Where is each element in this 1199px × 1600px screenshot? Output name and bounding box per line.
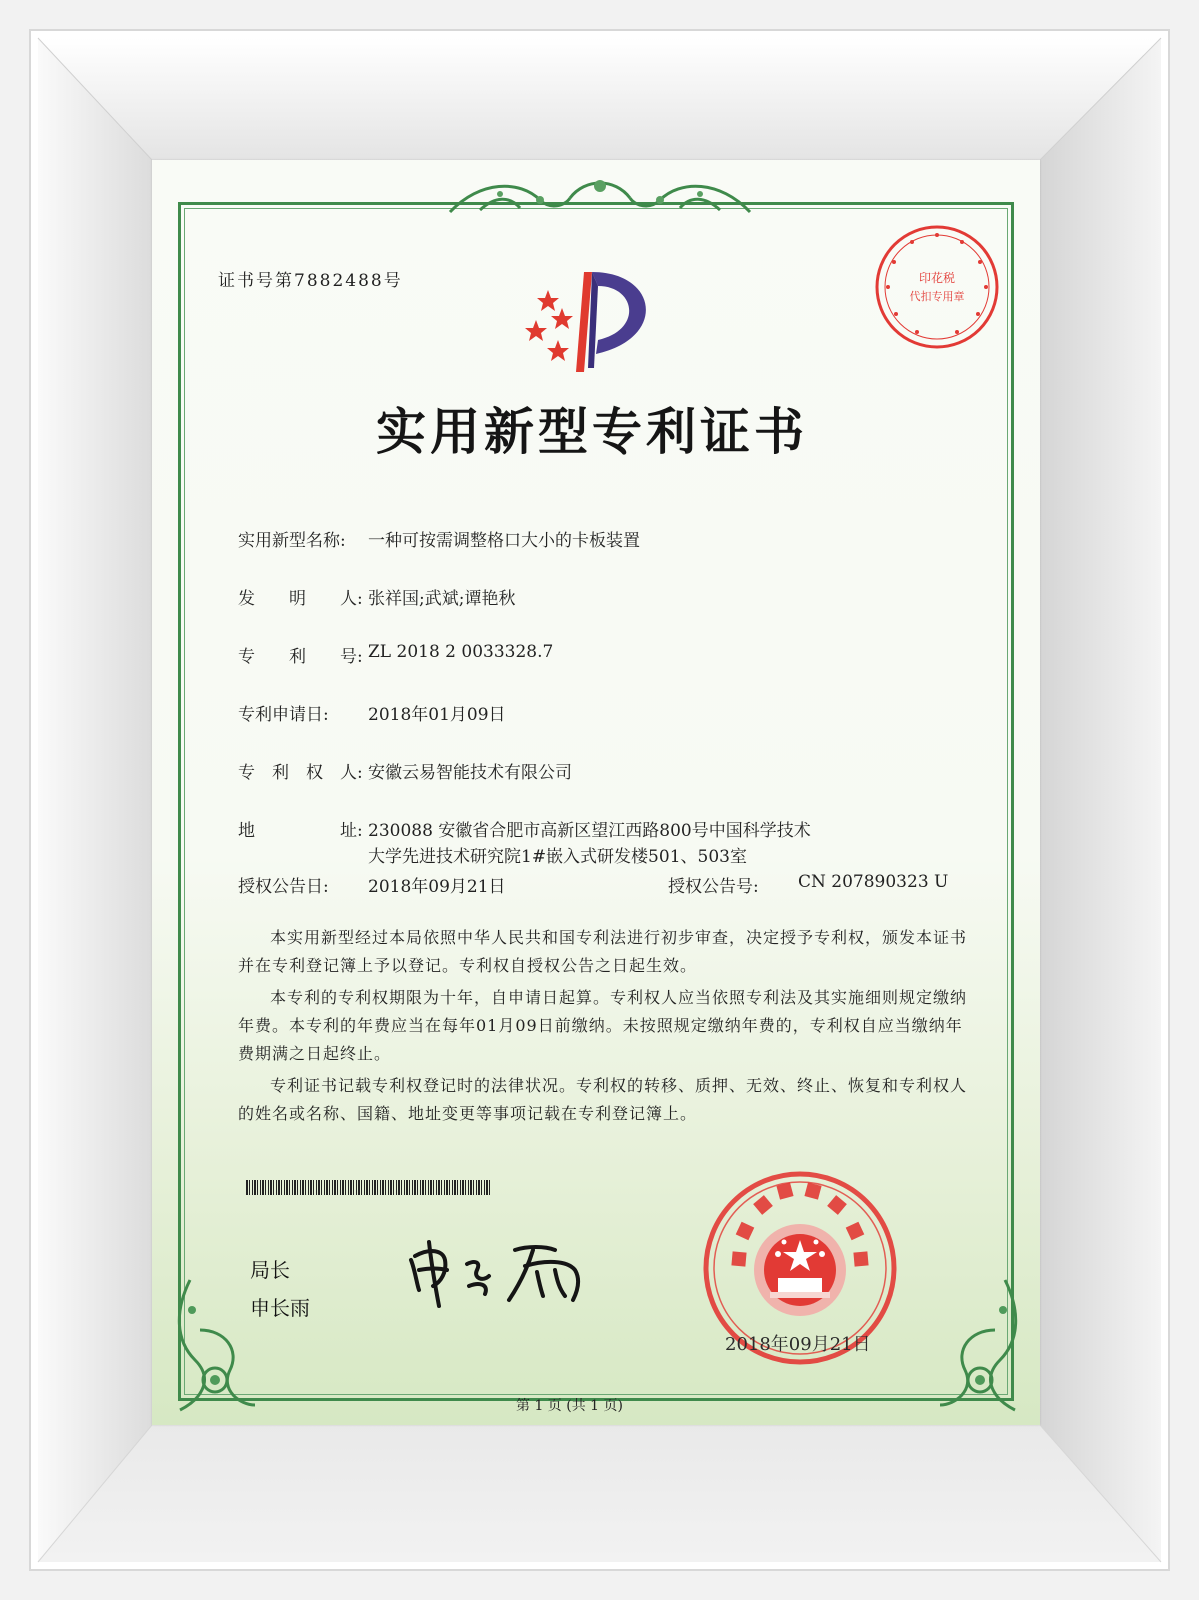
field-value-application-date: 2018年01月09日 — [368, 705, 506, 725]
corner-ornament-left-icon — [170, 1270, 260, 1420]
paragraph-legal-status: 专利证书记载专利权登记时的法律状况。专利权的转移、质押、无效、终止、恢复和专利权人的姓名或名称、国籍、地址变更等事项记载在专利登记簿上。 — [238, 1076, 968, 1123]
national-emblem-icon — [754, 1224, 846, 1316]
field-value-name: 一种可按需调整格口大小的卡板装置 — [368, 531, 640, 551]
field-label-application-date: 专利申请日: — [238, 705, 329, 725]
signature — [405, 1230, 615, 1310]
paragraph-term: 本专利的专利权期限为十年，自申请日起算。专利权人应当依照专利法及其实施细则规定缴纳年费。本专利的年费应当在每年01月09日前缴纳。未按照规定缴纳年费的，专利权自应当缴纳年费期满之日起终止。 — [238, 988, 968, 1063]
certificate-number: 证书号第7882488号 — [218, 271, 403, 291]
page-footer: 第 1 页 (共 1 页) — [516, 1398, 623, 1414]
tax-stamp-line2: 代扣专用章 — [909, 290, 965, 303]
dragon-ornament-icon — [440, 170, 760, 230]
patent-logo-icon — [518, 268, 668, 378]
field-value-patent-no: ZL 2018 2 0033328.7 — [368, 642, 554, 662]
grant-date-value: 2018年09月21日 — [368, 877, 506, 897]
director-name: 申长雨 — [250, 1296, 310, 1320]
field-value-address-line2: 大学先进技术研究院1#嵌入式研发楼501、503室 — [368, 847, 747, 867]
barcode — [246, 1180, 490, 1195]
paragraph-grant: 本实用新型经过本局依照中华人民共和国专利法进行初步审查，决定授予专利权，颁发本证书并在专利登记簿上予以登记。专利权自授权公告之日起生效。 — [238, 928, 968, 975]
certificate-title: 实用新型专利证书 — [376, 402, 808, 461]
field-value-patentee: 安徽云易智能技术有限公司 — [368, 763, 572, 783]
grant-date-label: 授权公告日: — [238, 877, 329, 897]
field-label-name: 实用新型名称: — [238, 531, 346, 551]
tax-stamp-line1: 印花税 — [918, 271, 956, 285]
tax-stamp — [872, 222, 1002, 352]
director-title: 局长 — [250, 1258, 290, 1282]
field-label-address: 地 址: — [238, 821, 363, 841]
corner-ornament-right-icon — [935, 1270, 1025, 1420]
grant-number-value: CN 207890323 U — [798, 872, 949, 892]
field-label-patentee: 专 利 权 人: — [238, 763, 363, 783]
field-value-address-line1: 230088 安徽省合肥市高新区望江西路800号中国科学技术 — [368, 821, 811, 841]
field-label-patent-no: 专 利 号: — [238, 647, 363, 667]
grant-number-label: 授权公告号: — [668, 877, 759, 897]
field-value-inventor: 张祥国;武斌;谭艳秋 — [368, 589, 516, 609]
seal-date: 2018年09月21日 — [725, 1334, 871, 1355]
field-label-inventor: 发 明 人: — [238, 589, 363, 609]
